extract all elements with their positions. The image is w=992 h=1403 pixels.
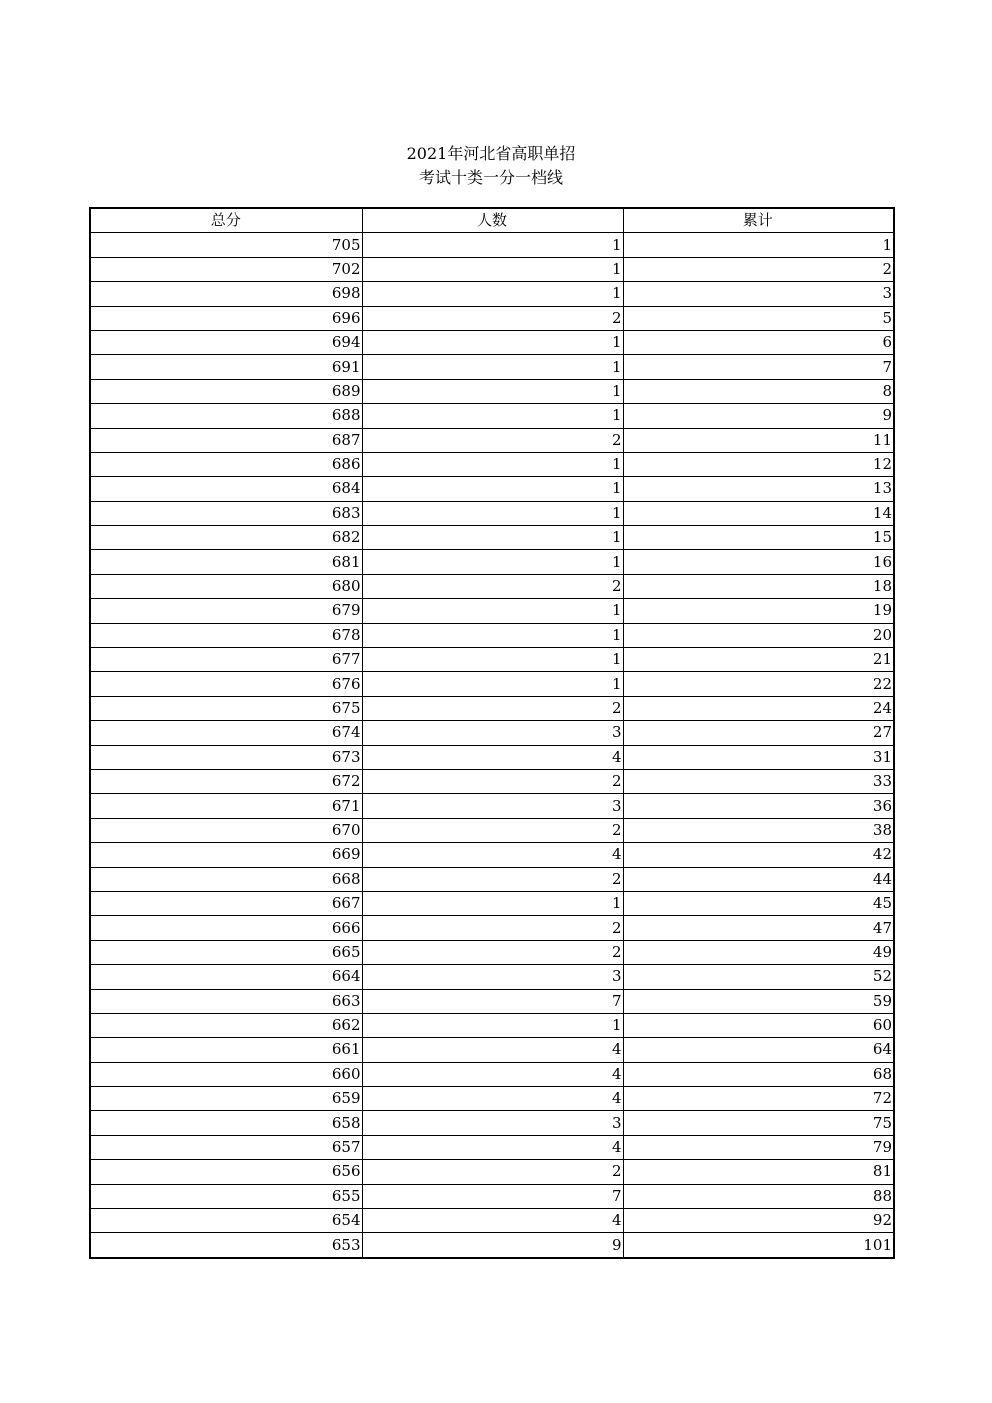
cell-total-score: 669 [90,843,362,867]
table-row [90,526,894,550]
cell-count: 1 [362,550,623,574]
cell-count: 1 [362,623,623,647]
cell-count: 1 [362,1013,623,1037]
cell-count: 1 [362,233,623,257]
cell-total-score: 681 [90,550,362,574]
cell-cumulative: 75 [623,1111,894,1135]
cell-total-score: 659 [90,1087,362,1111]
cell-total-score: 654 [90,1209,362,1233]
cell-count: 1 [362,477,623,501]
table-row [90,1087,894,1111]
cell-total-score: 664 [90,965,362,989]
cell-total-score: 676 [90,672,362,696]
cell-total-score: 686 [90,452,362,476]
cell-count: 1 [362,891,623,915]
cell-cumulative: 92 [623,1209,894,1233]
table-row [90,989,894,1013]
table-row [90,477,894,501]
cell-count: 2 [362,574,623,598]
cell-count: 4 [362,1135,623,1159]
cell-cumulative: 8 [623,379,894,403]
cell-count: 7 [362,989,623,1013]
cell-cumulative: 7 [623,355,894,379]
cell-count: 7 [362,1184,623,1208]
cell-cumulative: 45 [623,891,894,915]
cell-total-score: 657 [90,1135,362,1159]
table-row [90,1184,894,1208]
cell-total-score: 688 [90,404,362,428]
table-row [90,404,894,428]
cell-count: 1 [362,599,623,623]
table-row [90,501,894,525]
table-row [90,257,894,281]
table-row [90,648,894,672]
cell-cumulative: 3 [623,282,894,306]
cell-total-score: 674 [90,721,362,745]
cell-count: 2 [362,696,623,720]
cell-total-score: 696 [90,306,362,330]
cell-count: 2 [362,428,623,452]
table-row [90,1160,894,1184]
cell-cumulative: 52 [623,965,894,989]
cell-total-score: 679 [90,599,362,623]
header-total-score: 总分 [90,208,362,233]
cell-total-score: 665 [90,940,362,964]
cell-count: 2 [362,306,623,330]
header-cumulative: 累计 [623,208,894,233]
cell-cumulative: 15 [623,526,894,550]
cell-total-score: 698 [90,282,362,306]
table-row [90,721,894,745]
document-title [0,142,982,190]
cell-cumulative: 27 [623,721,894,745]
cell-total-score: 658 [90,1111,362,1135]
cell-count: 1 [362,282,623,306]
cell-cumulative: 81 [623,1160,894,1184]
cell-count: 4 [362,745,623,769]
cell-total-score: 667 [90,891,362,915]
cell-total-score: 705 [90,233,362,257]
cell-total-score: 673 [90,745,362,769]
cell-total-score: 683 [90,501,362,525]
cell-total-score: 668 [90,867,362,891]
table-row [90,599,894,623]
cell-cumulative: 16 [623,550,894,574]
cell-cumulative: 9 [623,404,894,428]
cell-cumulative: 14 [623,501,894,525]
cell-count: 2 [362,940,623,964]
table-row [90,574,894,598]
cell-total-score: 677 [90,648,362,672]
cell-count: 3 [362,1111,623,1135]
cell-count: 1 [362,257,623,281]
table-row [90,769,894,793]
cell-count: 2 [362,818,623,842]
cell-total-score: 666 [90,916,362,940]
cell-total-score: 687 [90,428,362,452]
cell-cumulative: 60 [623,1013,894,1037]
cell-cumulative: 64 [623,1038,894,1062]
cell-count: 4 [362,1087,623,1111]
cell-total-score: 656 [90,1160,362,1184]
cell-cumulative: 59 [623,989,894,1013]
cell-count: 3 [362,794,623,818]
table-row [90,940,894,964]
cell-total-score: 691 [90,355,362,379]
cell-cumulative: 79 [623,1135,894,1159]
title-line-2: 考试十类一分一档线 [418,168,563,187]
cell-cumulative: 49 [623,940,894,964]
cell-cumulative: 101 [623,1233,894,1258]
cell-count: 4 [362,1062,623,1086]
cell-count: 2 [362,1160,623,1184]
cell-total-score: 694 [90,330,362,354]
cell-total-score: 662 [90,1013,362,1037]
table-row [90,1111,894,1135]
table-row [90,843,894,867]
cell-count: 3 [362,721,623,745]
cell-cumulative: 31 [623,745,894,769]
table-row [90,282,894,306]
cell-total-score: 671 [90,794,362,818]
table-row [90,818,894,842]
cell-count: 3 [362,965,623,989]
table-row [90,1233,894,1258]
cell-total-score: 682 [90,526,362,550]
cell-count: 4 [362,843,623,867]
cell-total-score: 672 [90,769,362,793]
cell-cumulative: 24 [623,696,894,720]
cell-total-score: 655 [90,1184,362,1208]
cell-cumulative: 5 [623,306,894,330]
table-row [90,867,894,891]
cell-count: 1 [362,501,623,525]
title-line-1: 2021年河北省高职单招 [406,144,576,163]
cell-total-score: 680 [90,574,362,598]
cell-total-score: 663 [90,989,362,1013]
table-row [90,965,894,989]
cell-cumulative: 22 [623,672,894,696]
cell-cumulative: 42 [623,843,894,867]
score-distribution-table [89,207,895,1259]
cell-count: 9 [362,1233,623,1258]
table-row [90,379,894,403]
cell-cumulative: 12 [623,452,894,476]
table-row [90,1062,894,1086]
cell-cumulative: 21 [623,648,894,672]
cell-cumulative: 18 [623,574,894,598]
table-row [90,1209,894,1233]
table-row [90,696,894,720]
cell-cumulative: 47 [623,916,894,940]
table-row [90,623,894,647]
cell-cumulative: 2 [623,257,894,281]
cell-count: 1 [362,355,623,379]
cell-count: 1 [362,404,623,428]
cell-count: 1 [362,379,623,403]
cell-cumulative: 13 [623,477,894,501]
table-row [90,306,894,330]
cell-cumulative: 72 [623,1087,894,1111]
table-row [90,355,894,379]
table-row [90,1013,894,1037]
cell-total-score: 653 [90,1233,362,1258]
table-header-row [90,208,894,233]
cell-cumulative: 44 [623,867,894,891]
cell-total-score: 670 [90,818,362,842]
table-body [90,233,894,1258]
cell-total-score: 660 [90,1062,362,1086]
table-row [90,794,894,818]
cell-cumulative: 6 [623,330,894,354]
cell-count: 1 [362,330,623,354]
cell-cumulative: 1 [623,233,894,257]
cell-count: 1 [362,648,623,672]
cell-count: 2 [362,769,623,793]
cell-cumulative: 11 [623,428,894,452]
cell-cumulative: 88 [623,1184,894,1208]
table-row [90,1038,894,1062]
table-row [90,550,894,574]
cell-count: 2 [362,867,623,891]
table-row [90,452,894,476]
table-row [90,672,894,696]
cell-count: 1 [362,672,623,696]
cell-total-score: 684 [90,477,362,501]
table-row [90,1135,894,1159]
table-row [90,891,894,915]
table-row [90,233,894,257]
cell-count: 4 [362,1038,623,1062]
cell-cumulative: 68 [623,1062,894,1086]
cell-total-score: 661 [90,1038,362,1062]
cell-total-score: 702 [90,257,362,281]
cell-cumulative: 20 [623,623,894,647]
table-row [90,330,894,354]
cell-count: 1 [362,452,623,476]
table-row [90,745,894,769]
cell-count: 2 [362,916,623,940]
cell-cumulative: 36 [623,794,894,818]
cell-cumulative: 33 [623,769,894,793]
cell-total-score: 678 [90,623,362,647]
cell-count: 4 [362,1209,623,1233]
cell-total-score: 689 [90,379,362,403]
cell-count: 1 [362,526,623,550]
header-count: 人数 [362,208,623,233]
cell-cumulative: 38 [623,818,894,842]
table-row [90,916,894,940]
table-row [90,428,894,452]
cell-cumulative: 19 [623,599,894,623]
cell-total-score: 675 [90,696,362,720]
